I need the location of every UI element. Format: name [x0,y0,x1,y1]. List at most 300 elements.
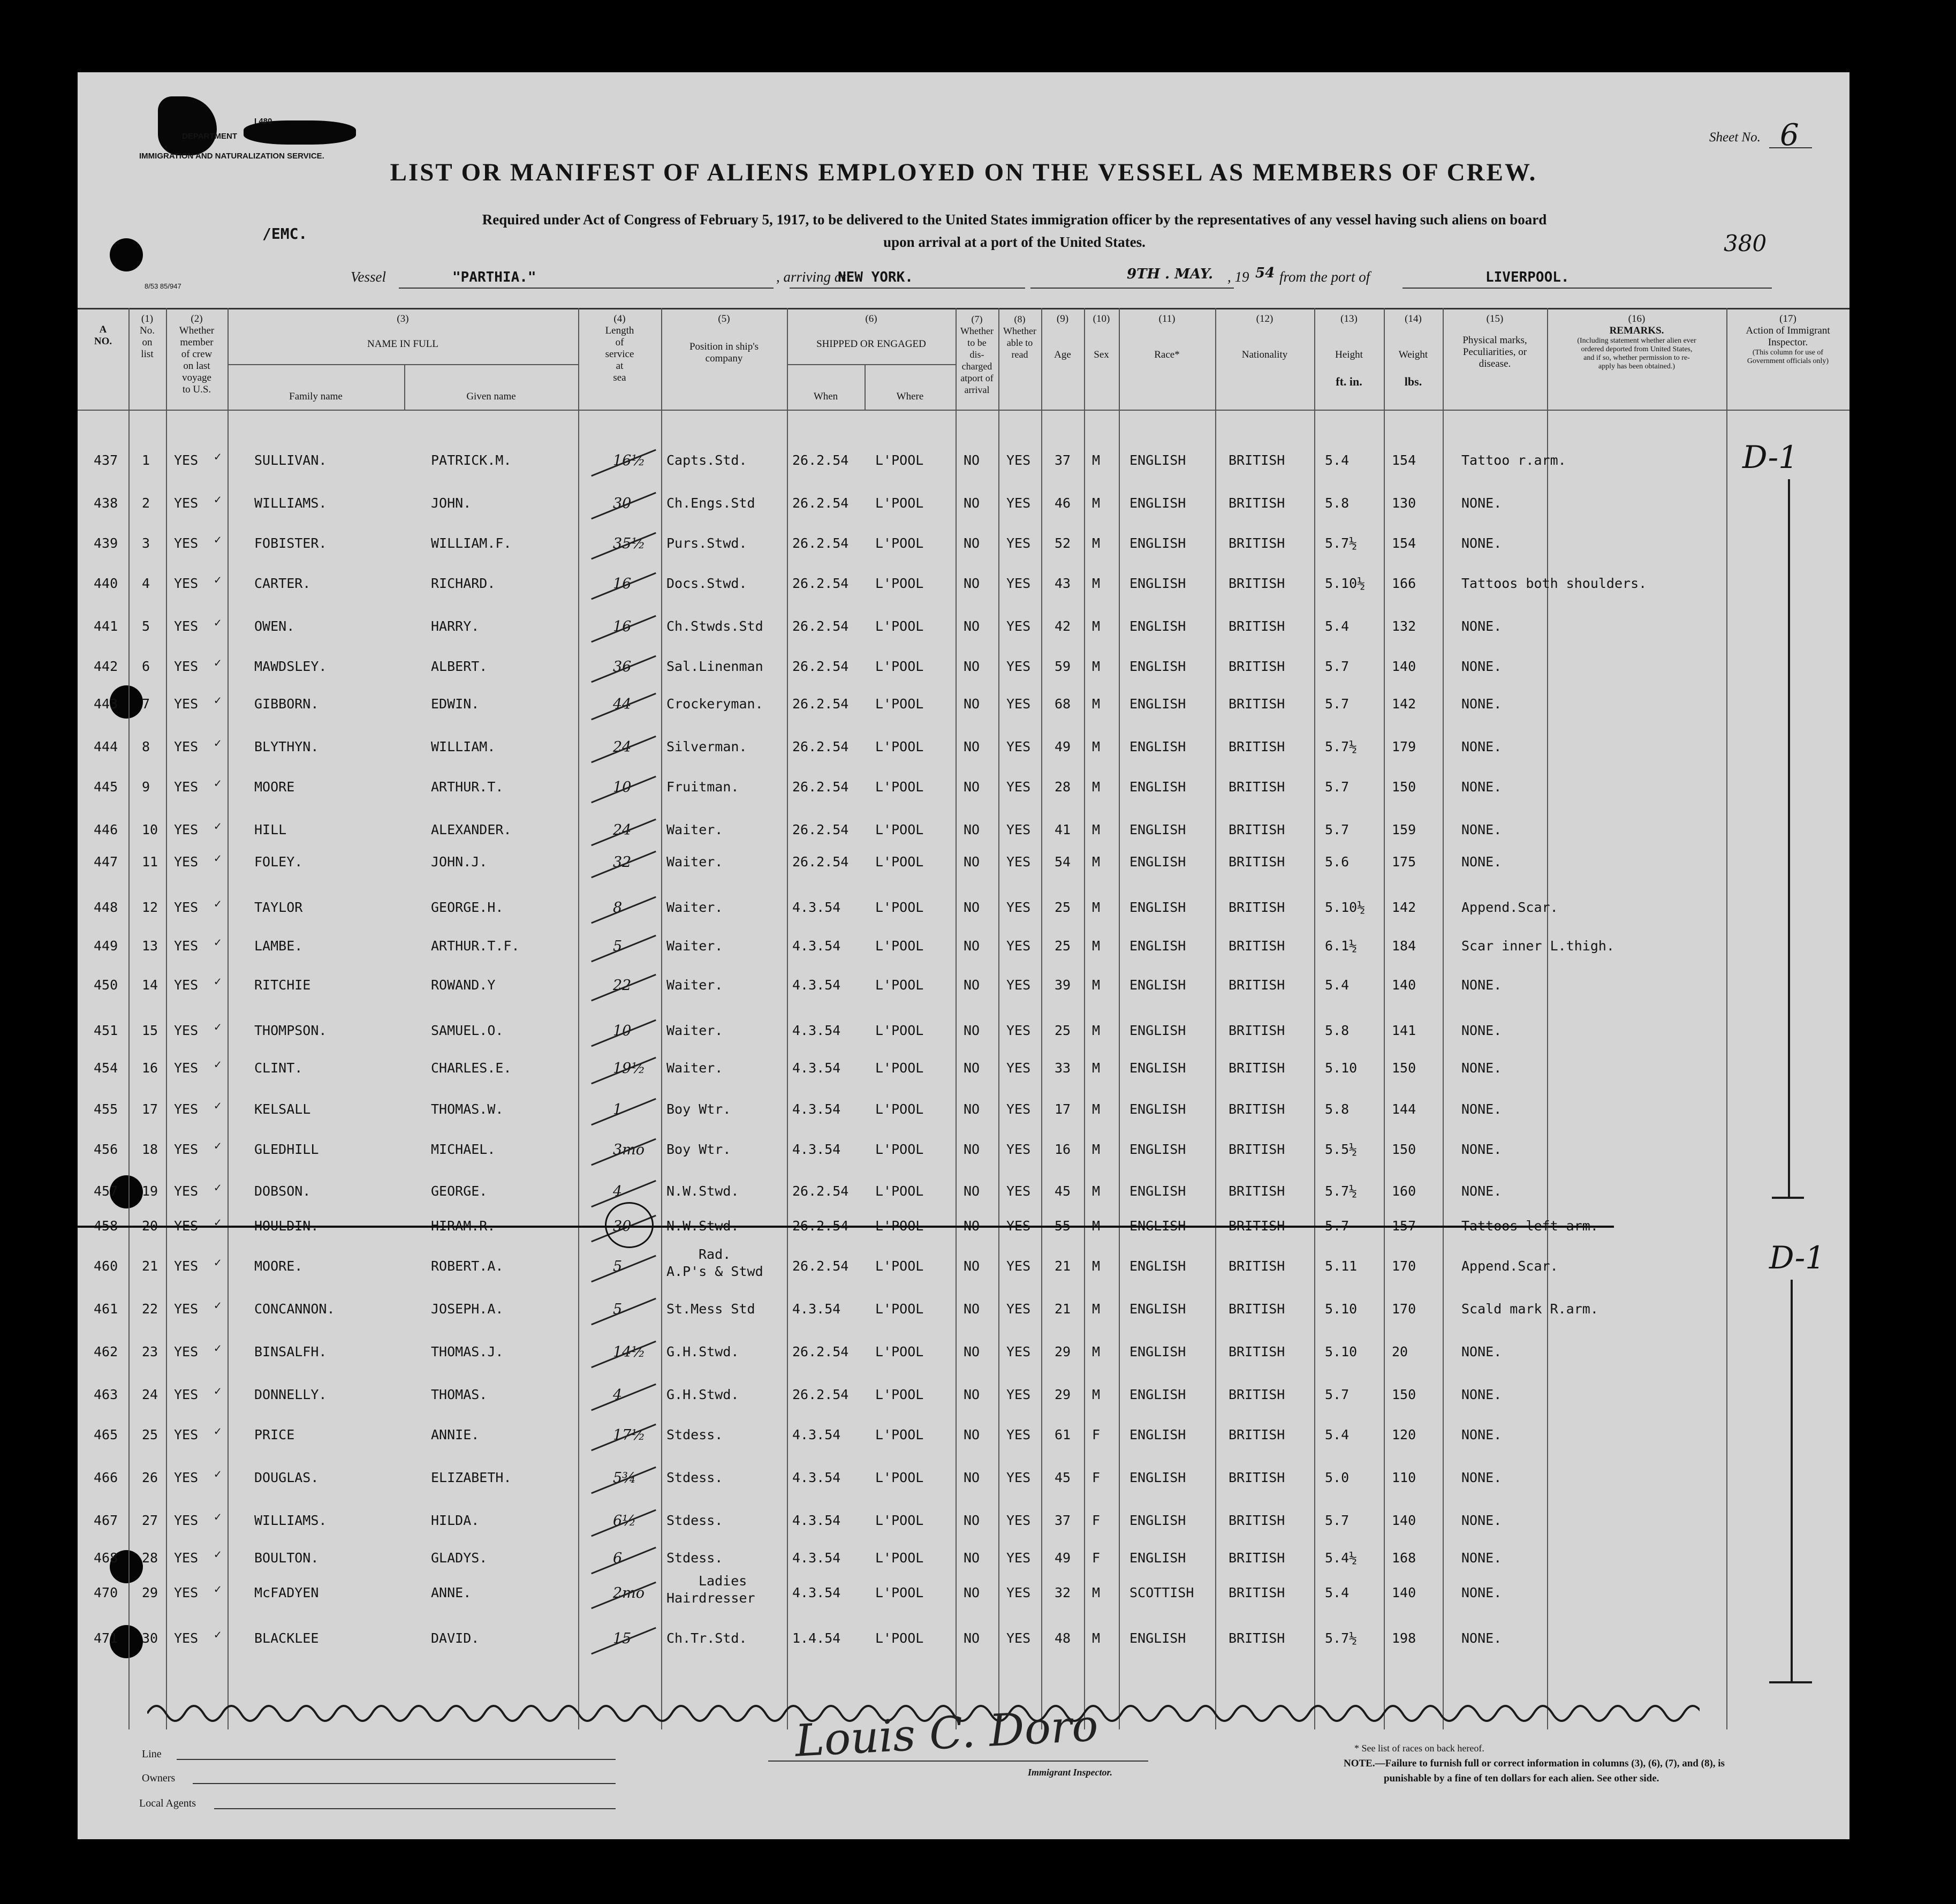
row-height: 5.4 [1325,1427,1350,1442]
row-physical-marks: Tattoo r.arm. [1461,452,1566,468]
row-race: ENGLISH [1129,576,1186,591]
row-given-name: PATRICK.M. [431,452,512,468]
row-given-name: THOMAS. [431,1387,488,1402]
row-discharged: NO [964,1427,980,1442]
row-able-to-read: YES [1006,1142,1031,1157]
row-given-name: SAMUEL.O. [431,1023,504,1038]
row-list-number: 442 [94,659,118,674]
row-family-name: BINSALFH. [254,1344,327,1359]
row-shipped-when: 1.4.54 [792,1630,841,1646]
check-mark-icon: ✓ [214,975,222,988]
row-age: 48 [1055,1630,1071,1646]
row-sex: M [1092,977,1101,993]
row-age: 54 [1055,854,1071,870]
row-age: 37 [1055,1513,1071,1528]
row-discharged: NO [964,1513,980,1528]
checked-slash-mark [591,935,656,962]
row-height: 5.5½ [1325,1142,1358,1157]
row-crew-status: YES [174,1470,199,1485]
row-service-length: 16 [613,618,632,635]
row-discharged: NO [964,576,980,591]
row-position: Ch.Stwds.Std [666,618,763,634]
row-physical-marks: Scald mark R.arm. [1461,1301,1598,1317]
row-list-number: 462 [94,1344,118,1359]
row-race: ENGLISH [1129,938,1186,954]
row-age: 25 [1055,900,1071,915]
row-list-number: 471 [94,1630,118,1646]
row-discharged: NO [964,1470,980,1485]
row-weight: 154 [1392,452,1416,468]
row-shipped-where: L'POOL [875,696,924,712]
row-weight: 157 [1392,1218,1416,1234]
manifest-title: LIST OR MANIFEST OF ALIENS EMPLOYED ON THE VESSEL AS MEMBERS OF CREW. [390,158,1537,186]
checked-slash-mark [591,1547,656,1574]
row-service-length: 15 [613,1630,632,1647]
col-14-header: (14) Weight lbs. [1398,313,1428,388]
row-age: 21 [1055,1258,1071,1274]
row-family-name: FOLEY. [254,854,303,870]
row-position: Docs.Stwd. [666,576,747,591]
row-position: Stdess. [666,1513,723,1528]
row-able-to-read: YES [1006,495,1031,511]
row-service-length: 2mo [613,1585,645,1601]
row-discharged: NO [964,1630,980,1646]
row-shipped-when: 4.3.54 [792,1142,841,1157]
col-9-header: (9) Age [1054,313,1071,360]
row-sex: M [1092,1023,1101,1038]
punch-hole [110,238,143,271]
row-physical-marks: Append.Scar. [1461,1258,1558,1274]
row-nationality: BRITISH [1229,938,1285,954]
row-position: Boy Wtr. [666,1142,731,1157]
row-crew-status: YES [174,1301,199,1317]
row-physical-marks: NONE. [1461,1060,1502,1076]
row-position: Waiter. [666,1023,723,1038]
row-race: SCOTTISH [1129,1585,1194,1600]
row-family-name: DOBSON. [254,1183,311,1199]
row-crew-status: YES [174,1630,199,1646]
row-sex: M [1092,1344,1101,1359]
row-discharged: NO [964,1550,980,1566]
row-crew-status: YES [174,1060,199,1076]
row-race: ENGLISH [1129,659,1186,674]
row-discharged: NO [964,779,980,795]
row-height: 6.1½ [1325,938,1358,954]
row-given-name: THOMAS.W. [431,1101,504,1117]
row-service-length: 17½ [613,1427,646,1444]
row-race: ENGLISH [1129,535,1186,551]
row-nationality: BRITISH [1229,900,1285,915]
row-family-name: FOBISTER. [254,535,327,551]
row-sex: M [1092,495,1101,511]
row-family-name: BLYTHYN. [254,739,319,754]
row-list-number: 443 [94,696,118,712]
row-able-to-read: YES [1006,696,1031,712]
row-sex: M [1092,1585,1101,1600]
row-family-name: MOORE [254,779,295,795]
row-shipped-where: L'POOL [875,495,924,511]
row-able-to-read: YES [1006,779,1031,795]
row-crew-status: YES [174,659,199,674]
row-shipped-when: 4.3.54 [792,900,841,915]
row-discharged: NO [964,1258,980,1274]
row-nationality: BRITISH [1229,1258,1285,1274]
row-shipped-where: L'POOL [875,900,924,915]
row-crew-status: YES [174,1513,199,1528]
row-family-name: LAMBE. [254,938,303,954]
row-shipped-where: L'POOL [875,1513,924,1528]
row-list-number: 458 [94,1218,118,1234]
row-physical-marks: NONE. [1461,1550,1502,1566]
row-physical-marks: Scar inner L.thigh. [1461,938,1614,954]
col-6-where-header: Where [896,391,924,402]
row-age: 59 [1055,659,1071,674]
row-sex: M [1092,854,1101,870]
row-given-name: ARTHUR.T. [431,779,504,795]
row-service-length: 3mo [613,1142,645,1158]
sheet-label: Sheet No. [1709,130,1761,145]
row-family-name: DONNELLY. [254,1387,327,1402]
row-crew-status: YES [174,1550,199,1566]
row-age: 49 [1055,739,1071,754]
row-race: ENGLISH [1129,1513,1186,1528]
checked-slash-mark [591,1255,656,1282]
row-discharged: NO [964,822,980,837]
check-mark-icon: ✓ [214,533,222,547]
row-service-length: 16½ [613,452,646,469]
row-crew-status: YES [174,854,199,870]
row-physical-marks: NONE. [1461,618,1502,634]
form-code: /EMC. [262,225,308,243]
row-crew-status: YES [174,696,199,712]
requirement-line-1: Required under Act of Congress of February 5, 1917, to be delivered to the United States immigration officer by the representatives of any vessel having such aliens on board [482,211,1547,228]
row-service-length: 19½ [613,1060,646,1077]
col-4-header-block: (4) Length of service at sea [605,313,634,383]
row-sex: M [1092,452,1101,468]
row-family-name: SULLIVAN. [254,452,327,468]
row-given-name: ROWAND.Y [431,977,496,993]
row-list-number: 456 [94,1142,118,1157]
inspector-bracket-2 [1791,1280,1793,1681]
row-list-number: 447 [94,854,118,870]
row-race: ENGLISH [1129,1630,1186,1646]
row-crew-status: YES [174,1101,199,1117]
from-label: from the port of [1279,269,1370,285]
row-number: 11 [142,854,158,870]
row-able-to-read: YES [1006,1513,1031,1528]
row-race: ENGLISH [1129,1218,1186,1234]
row-nationality: BRITISH [1229,659,1285,674]
row-height: 5.10 [1325,1301,1358,1317]
row-age: 61 [1055,1427,1071,1442]
row-given-name: WILLIAM. [431,739,496,754]
row-height: 5.8 [1325,495,1350,511]
row-shipped-where: L'POOL [875,1183,924,1199]
row-position: G.H.Stwd. [666,1344,739,1359]
row-number: 26 [142,1470,158,1485]
row-family-name: KELSALL [254,1101,311,1117]
row-sex: M [1092,576,1101,591]
inspector-bracket-1-end [1772,1197,1804,1199]
row-able-to-read: YES [1006,1630,1031,1646]
row-age: 39 [1055,977,1071,993]
check-mark-icon: ✓ [214,694,222,707]
row-shipped-when: 26.2.54 [792,576,849,591]
row-age: 55 [1055,1218,1071,1234]
row-able-to-read: YES [1006,1258,1031,1274]
row-position: Waiter. [666,900,723,915]
row-race: ENGLISH [1129,1060,1186,1076]
row-service-length: 1 [613,1101,623,1118]
row-sex: M [1092,1060,1101,1076]
row-position: Purs.Stwd. [666,535,747,551]
owners-label: Owners [142,1772,176,1784]
row-sex: F [1092,1470,1101,1485]
row-number: 12 [142,900,158,915]
row-height: 5.10 [1325,1060,1358,1076]
col-a-header: A NO. [94,324,112,347]
row-service-length: 6½ [613,1513,636,1529]
row-shipped-when: 26.2.54 [792,1344,849,1359]
col-3-given-header: Given name [466,391,516,402]
arrival-date: 9TH . MAY. [1127,266,1214,282]
checked-slash-mark [591,896,656,924]
row-sex: M [1092,1301,1101,1317]
row-shipped-when: 26.2.54 [792,452,849,468]
row-number: 25 [142,1427,158,1442]
check-mark-icon: ✓ [214,1021,222,1034]
row-shipped-where: L'POOL [875,1023,924,1038]
row-position: Stdess. [666,1427,723,1442]
check-mark-icon: ✓ [214,1628,222,1642]
row-shipped-where: L'POOL [875,1427,924,1442]
row-position: Sal.Linenman [666,659,763,674]
row-weight: 140 [1392,1585,1416,1600]
row-crew-status: YES [174,1427,199,1442]
row-physical-marks: Tattoos left arm. [1461,1218,1598,1234]
row-number: 14 [142,977,158,993]
row-number: 21 [142,1258,158,1274]
row-shipped-where: L'POOL [875,739,924,754]
row-sex: F [1092,1513,1101,1528]
row-shipped-when: 4.3.54 [792,1101,841,1117]
row-family-name: TAYLOR [254,900,303,915]
row-crew-status: YES [174,938,199,954]
col-16-header: (16) REMARKS. (Including statement whether alien ever ordered deported from United States, and if so, whether permission to re- apply has been obtained.) [1577,313,1696,371]
service-label: IMMIGRATION AND NATURALIZATION SERVICE. [139,152,324,161]
row-shipped-where: L'POOL [875,1101,924,1117]
check-mark-icon: ✓ [214,1256,222,1270]
row-age: 28 [1055,779,1071,795]
row-service-length: 24 [613,739,632,755]
row-crew-status: YES [174,1142,199,1157]
row-height: 5.11 [1325,1258,1358,1274]
row-nationality: BRITISH [1229,1513,1285,1528]
inspector-signature: Louis C. Doro [793,1700,1100,1767]
row-position: Waiter. [666,1060,723,1076]
line-label: Line [142,1748,162,1760]
row-height: 5.4 [1325,452,1350,468]
row-number: 5 [142,618,150,634]
row-nationality: BRITISH [1229,1218,1285,1234]
row-list-number: 467 [94,1513,118,1528]
row-number: 28 [142,1550,158,1566]
row-service-length: 30 [613,1218,632,1235]
row-given-name: ARTHUR.T.F. [431,938,520,954]
row-age: 37 [1055,452,1071,468]
col-17-header: (17) Action of Immigrant Inspector. (This column for use of Government officials only) [1746,313,1830,365]
row-position: Crockeryman. [666,696,763,712]
row-position: G.H.Stwd. [666,1387,739,1402]
row-discharged: NO [964,1101,980,1117]
col-5-header: (5) Position in ship's company [689,313,759,364]
row-race: ENGLISH [1129,1470,1186,1485]
row-weight: 140 [1392,977,1416,993]
row-physical-marks: NONE. [1461,1023,1502,1038]
penalty-note-2: punishable by a fine of ten dollars for each alien. See other side. [1384,1773,1659,1784]
manifest-sheet [78,72,1849,1839]
row-list-number: 438 [94,495,118,511]
row-strike-line [78,1226,1614,1228]
check-mark-icon: ✓ [214,852,222,865]
row-height: 5.8 [1325,1023,1350,1038]
row-weight: 142 [1392,900,1416,915]
row-able-to-read: YES [1006,452,1031,468]
col-7-header: (7) Whether to be dis- charged atport of arrival [960,314,994,395]
row-position: Hairdresser [666,1590,755,1606]
row-family-name: WILLIAMS. [254,1513,327,1528]
row-height: 5.0 [1325,1470,1350,1485]
row-position: Waiter. [666,854,723,870]
row-service-length: 4 [613,1387,623,1403]
row-age: 25 [1055,938,1071,954]
row-weight: 154 [1392,535,1416,551]
row-age: 21 [1055,1301,1071,1317]
row-given-name: GEORGE. [431,1183,488,1199]
row-sex: M [1092,1183,1101,1199]
row-able-to-read: YES [1006,854,1031,870]
row-number: 19 [142,1183,158,1199]
row-list-number: 439 [94,535,118,551]
row-race: ENGLISH [1129,1142,1186,1157]
row-weight: 150 [1392,1142,1416,1157]
check-mark-icon: ✓ [214,1342,222,1355]
row-list-number: 454 [94,1060,118,1076]
checked-slash-mark [591,1298,656,1325]
row-age: 52 [1055,535,1071,551]
row-given-name: GEORGE.H. [431,900,504,915]
row-service-length: 5 [613,1301,623,1318]
row-able-to-read: YES [1006,900,1031,915]
row-discharged: NO [964,495,980,511]
row-race: ENGLISH [1129,1023,1186,1038]
row-nationality: BRITISH [1229,1585,1285,1600]
inspector-bracket-1 [1788,479,1790,1197]
row-shipped-when: 4.3.54 [792,977,841,993]
arrival-port: NEW YORK. [838,269,913,285]
row-given-name: ANNIE. [431,1427,480,1442]
row-shipped-where: L'POOL [875,854,924,870]
row-list-number: 444 [94,739,118,754]
row-number: 18 [142,1142,158,1157]
row-position: Stdess. [666,1470,723,1485]
row-sex: M [1092,1387,1101,1402]
row-position: Ch.Engs.Std [666,495,755,511]
row-discharged: NO [964,938,980,954]
row-position: Silverman. [666,739,747,754]
row-service-length: 16 [613,576,632,592]
row-number: 3 [142,535,150,551]
row-weight: 142 [1392,696,1416,712]
row-list-number: 466 [94,1470,118,1485]
row-nationality: BRITISH [1229,1301,1285,1317]
row-physical-marks: NONE. [1461,1427,1502,1442]
row-age: 46 [1055,495,1071,511]
row-given-name: ROBERT.A. [431,1258,504,1274]
sheet-stamp: 380 [1724,230,1767,256]
row-height: 5.4 [1325,1585,1350,1600]
row-height: 5.7 [1325,1513,1350,1528]
row-given-name: RICHARD. [431,576,496,591]
row-nationality: BRITISH [1229,1630,1285,1646]
inspector-bracket-2-end [1769,1681,1812,1683]
row-family-name: BLACKLEE [254,1630,319,1646]
row-family-name: BOULTON. [254,1550,319,1566]
row-race: ENGLISH [1129,977,1186,993]
row-weight: 159 [1392,822,1416,837]
check-mark-icon: ✓ [214,737,222,750]
check-mark-icon: ✓ [214,1299,222,1312]
check-mark-icon: ✓ [214,1216,222,1229]
col-6-when-header: When [813,391,838,402]
row-physical-marks: NONE. [1461,659,1502,674]
row-given-name: JOSEPH.A. [431,1301,504,1317]
row-able-to-read: YES [1006,1427,1031,1442]
row-service-length: 22 [613,977,632,994]
row-race: ENGLISH [1129,1301,1186,1317]
row-given-name: HILDA. [431,1513,480,1528]
local-agents-label: Local Agents [139,1797,196,1809]
row-service-length: 30 [613,495,632,512]
row-weight: 140 [1392,1513,1416,1528]
row-age: 42 [1055,618,1071,634]
check-mark-icon: ✓ [214,820,222,833]
row-list-number: 465 [94,1427,118,1442]
col-8-header: (8) Whether able to read [1003,314,1036,360]
row-family-name: MOORE. [254,1258,303,1274]
row-sex: M [1092,1101,1101,1117]
row-sex: M [1092,696,1101,712]
row-weight: 198 [1392,1630,1416,1646]
row-age: 32 [1055,1585,1071,1600]
row-list-number: 445 [94,779,118,795]
row-shipped-where: L'POOL [875,977,924,993]
row-position: St.Mess Std [666,1301,755,1317]
row-discharged: NO [964,1344,980,1359]
row-height: 5.7½ [1325,1183,1358,1199]
row-list-number: 455 [94,1101,118,1117]
row-physical-marks: NONE. [1461,1513,1502,1528]
row-weight: 130 [1392,495,1416,511]
row-family-name: WILLIAMS. [254,495,327,511]
row-shipped-where: L'POOL [875,535,924,551]
row-shipped-where: L'POOL [875,1470,924,1485]
row-crew-status: YES [174,452,199,468]
row-shipped-when: 4.3.54 [792,1585,841,1600]
row-shipped-when: 26.2.54 [792,854,849,870]
row-given-name: WILLIAM.F. [431,535,512,551]
check-mark-icon: ✓ [214,777,222,790]
